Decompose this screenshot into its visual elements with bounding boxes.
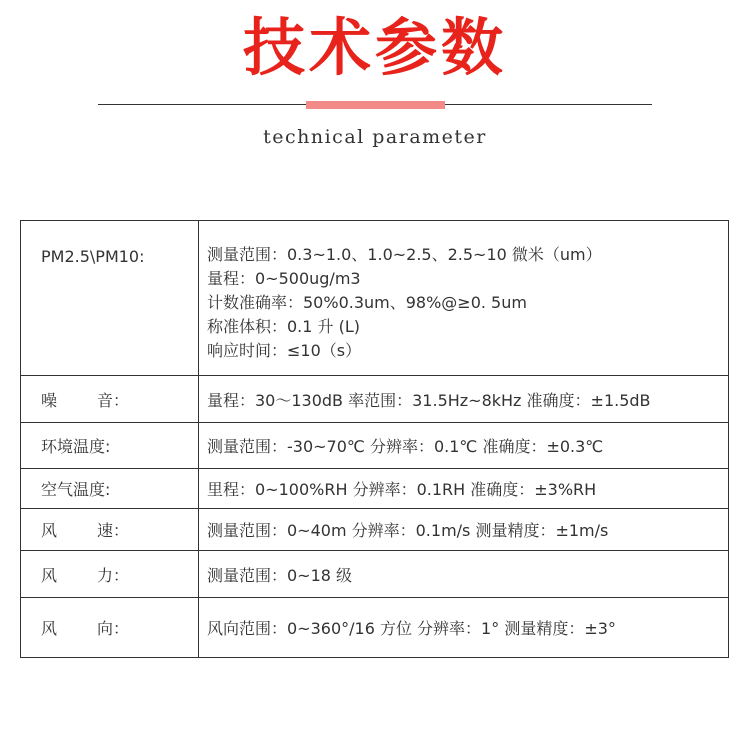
wind-force-label [21, 551, 199, 598]
wind-force-label-b: 力： [97, 565, 130, 585]
pm-value [199, 221, 729, 376]
pm-line-scale: 量程：0~500ug/m3 [207, 269, 361, 288]
wind-direction-label [21, 598, 199, 658]
humidity-value: 里程：0~100%RH 分辨率：0.1RH 准确度：±3%RH [199, 469, 729, 509]
noise-value: 量程：30〜130dB 率范围：31.5Hz~8kHz 准确度：±1.5dB [199, 376, 729, 423]
table-row-wind-force [21, 551, 729, 598]
page-title: 技术参数 [242, 11, 507, 84]
wind-direction-value: 风向范围：0~360°/16 方位 分辨率：1° 测量精度：±3° [199, 598, 729, 658]
pm-label: PM2.5\PM10: [21, 221, 199, 376]
wind-direction-label-a: 风 [41, 619, 58, 638]
title-accent-bar [306, 101, 445, 109]
wind-force-label-a: 风 [41, 565, 58, 585]
wind-direction-label-b: 向： [97, 619, 130, 638]
wind-force-value: 测量范围：0~18 级 [199, 551, 729, 598]
pm-line-volume: 称准体积：0.1 升 (L) [207, 317, 361, 336]
table-row-wind-speed [21, 509, 729, 551]
pm-line-accuracy: 计数准确率：50%0.3um、98%@≥0. 5um [207, 293, 527, 312]
pm-line-range: 测量范围：0.3~1.0、1.0~2.5、2.5~10 微米（um） [207, 245, 602, 264]
table-row-pm [21, 221, 729, 376]
wind-speed-label-b: 速： [97, 521, 130, 540]
table-row-wind-direction [21, 598, 729, 658]
parameter-table [20, 220, 729, 658]
wind-speed-value: 测量范围：0~40m 分辨率：0.1m/s 测量精度：±1m/s [199, 509, 729, 551]
noise-label [21, 376, 199, 423]
temperature-value: 测量范围：-30~70℃ 分辨率：0.1℃ 准确度：±0.3℃ [199, 423, 729, 469]
noise-label-b: 音： [97, 390, 130, 410]
table-row-noise [21, 376, 729, 423]
noise-label-a: 噪 [41, 390, 58, 410]
wind-speed-label-a: 风 [41, 521, 58, 540]
temperature-label: 环境温度: [21, 423, 199, 469]
humidity-label: 空气温度: [21, 469, 199, 509]
page-subtitle: technical parameter [263, 126, 487, 148]
table-row-humidity [21, 469, 729, 509]
wind-speed-label [21, 509, 199, 551]
pm-line-response: 响应时间：≤10（s） [207, 341, 362, 360]
table-row-temperature [21, 423, 729, 469]
